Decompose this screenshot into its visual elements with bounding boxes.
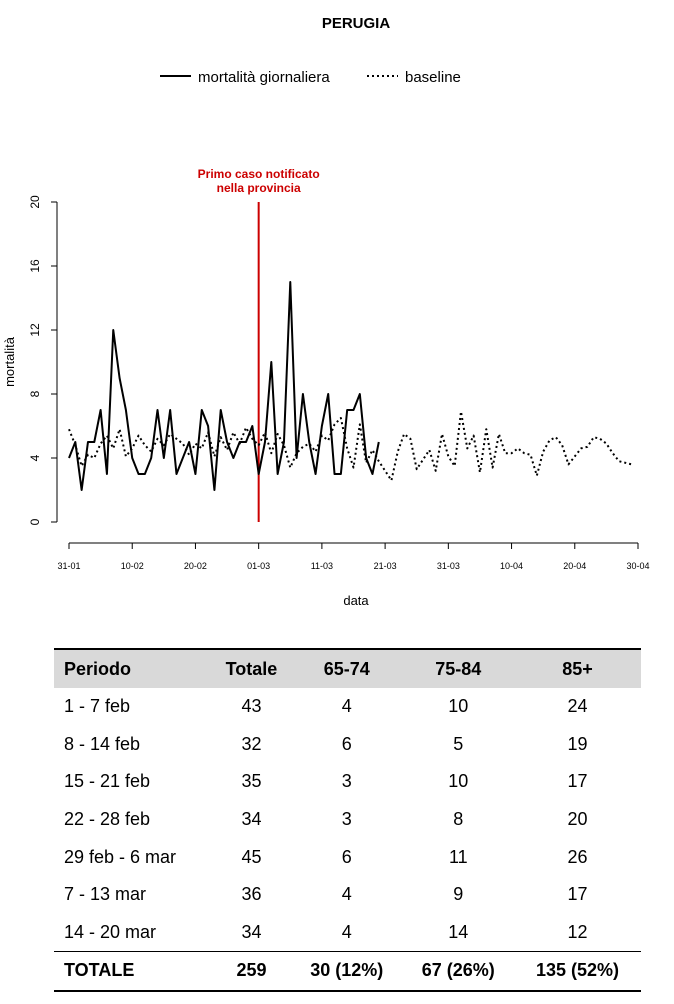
y-axis: [28, 195, 57, 525]
cell-total-label: TOTALE: [54, 952, 212, 991]
table-total-row: [54, 952, 641, 991]
y-tick-label: 16: [28, 259, 42, 273]
cell-75-84: 11: [448, 846, 468, 867]
cell-periodo: 14 - 20 mar: [64, 921, 157, 942]
legend-label-daily: mortalità giornaliera: [198, 69, 330, 86]
cell-periodo: 22 - 28 feb: [64, 809, 151, 830]
cell-85-plus: 17: [567, 771, 588, 792]
y-tick-label: 4: [28, 454, 42, 462]
cell-total-65-74: 30 (12%): [291, 952, 403, 991]
header-75-84: 75-84: [403, 649, 515, 688]
table-header-row: [54, 649, 641, 688]
cell-totale: 34: [241, 921, 262, 942]
cell-total-totale: 259: [212, 952, 291, 991]
x-tick-label: 31-03: [436, 561, 460, 571]
cell-75-84: 5: [453, 733, 464, 754]
x-tick-label: 11-03: [310, 561, 334, 571]
x-tick-label: 20-02: [183, 561, 207, 571]
cell-85-plus: 20: [567, 809, 588, 830]
cell-75-84: 8: [453, 809, 464, 830]
x-tick-label: 20-04: [563, 561, 587, 571]
x-tick-label: 30-04: [626, 561, 650, 571]
header-periodo: Periodo: [54, 649, 212, 688]
cell-totale: 34: [241, 809, 262, 830]
cell-65-74: 4: [341, 921, 352, 942]
y-tick-label: 12: [28, 323, 42, 337]
x-axis-label: data: [343, 593, 369, 608]
cell-85-plus: 17: [567, 884, 588, 905]
cell-65-74: 3: [341, 809, 352, 830]
cell-periodo: 1 - 7 feb: [64, 696, 131, 717]
cell-65-74: 6: [341, 733, 352, 754]
header-85-plus: 85+: [514, 649, 641, 688]
cell-65-74: 6: [341, 846, 352, 867]
cell-totale: 43: [241, 696, 262, 717]
cell-periodo: 7 - 13 mar: [64, 884, 147, 905]
annotation-text: nella provincia: [216, 181, 301, 195]
y-tick-label: 8: [28, 390, 42, 398]
cell-85-plus: 12: [567, 921, 588, 942]
cell-totale: 35: [241, 771, 262, 792]
cell-85-plus: 26: [567, 846, 588, 867]
legend-label-baseline: baseline: [405, 69, 461, 86]
annotation-text: Primo caso notificato: [197, 167, 320, 181]
cell-65-74: 4: [341, 696, 352, 717]
y-axis-label: mortalità: [2, 337, 17, 387]
y-tick-label: 0: [28, 518, 42, 526]
x-tick-label: 21-03: [373, 561, 397, 571]
series-group: [69, 282, 632, 490]
cell-75-84: 10: [448, 771, 469, 792]
table-row: [54, 838, 641, 876]
cell-periodo: 8 - 14 feb: [64, 733, 141, 754]
cell-65-74: 3: [341, 771, 352, 792]
chart-title: PERUGIA: [321, 15, 391, 32]
cell-85-plus: 24: [567, 696, 588, 717]
table-row: [54, 801, 641, 839]
table-row: [54, 726, 641, 764]
x-tick-label: 31-01: [57, 561, 81, 571]
cell-periodo: 29 feb - 6 mar: [64, 846, 177, 867]
x-axis: [57, 543, 649, 571]
cell-75-84: 9: [453, 884, 464, 905]
x-tick-label: 10-04: [500, 561, 524, 571]
legend: [160, 69, 461, 86]
series-line-daily-mortality: [69, 282, 379, 490]
header-65-74: 65-74: [291, 649, 403, 688]
cell-totale: 36: [241, 884, 262, 905]
table-row: [54, 688, 641, 726]
cell-total-75-84: 67 (26%): [403, 952, 515, 991]
table-row: [54, 914, 641, 952]
cell-totale: 32: [241, 733, 262, 754]
cell-65-74: 4: [341, 884, 352, 905]
header-totale: Totale: [212, 649, 291, 688]
cell-periodo: 15 - 21 feb: [64, 771, 151, 792]
cell-totale: 45: [241, 846, 262, 867]
mortality-table: [54, 648, 641, 992]
table-row: [54, 763, 641, 801]
cell-75-84: 10: [448, 696, 469, 717]
cell-total-85-plus: 135 (52%): [514, 952, 641, 991]
x-tick-label: 10-02: [120, 561, 144, 571]
table-row: [54, 876, 641, 914]
y-tick-label: 20: [28, 195, 42, 209]
cell-75-84: 14: [448, 921, 469, 942]
cell-85-plus: 19: [567, 733, 588, 754]
x-tick-label: 01-03: [247, 561, 271, 571]
